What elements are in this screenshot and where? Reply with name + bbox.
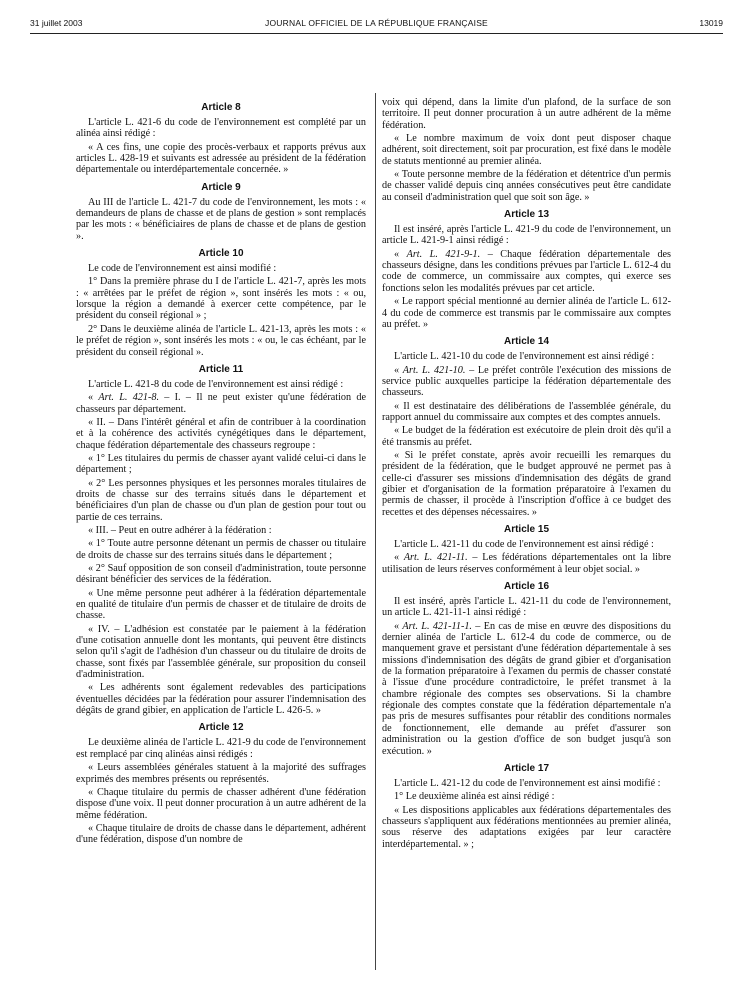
article-10-para-3: 2° Dans le deuxième alinéa de l'article L. 421-13, après les mots : « le préfet de région », sont insérés les mots : « ou, le cas échéant, par le président du conseil régional ». — [76, 323, 366, 358]
para-text: – Les fédérations départementales ont la libre utilisation de leurs réserves conformément à leur objet social. » — [382, 552, 671, 575]
article-12-para-5: « Le nombre maximum de voix dont peut disposer chaque adhérent, soit directement, soit par procuration, est fixé dans le modèle de statuts mentionné au premier alinéa. — [382, 133, 671, 167]
article-reference: Art. L. 421-8. — [98, 392, 160, 404]
quote-open: « — [394, 364, 403, 376]
article-15-para-2 — [382, 552, 671, 575]
article-11-para-2 — [76, 392, 366, 415]
quote-open: « — [394, 552, 404, 564]
article-14-para-3: « Il est destinataire des délibérations de l'assemblée générale, du rapport annuel du commissaire aux comptes et des comptes annuels. — [382, 400, 671, 423]
article-16-title: Article 16 — [503, 581, 550, 593]
article-13-para-2 — [382, 249, 671, 294]
header-rule — [30, 33, 723, 34]
para-text: – Le préfet contrôle l'exécution des missions de service public auxquelles participe la fédération départementale des chasseurs. — [382, 364, 672, 399]
article-10-para-2: 1° Dans la première phrase du I de l'article L. 421-7, après les mots : « arrêtées par le préfet de région », sont insérés les mots : « ou, lorsque la région a demandé à exercer cette compétence, par le président du conseil régional » ; — [76, 276, 366, 322]
article-11-para-4: « 1° Les titulaires du permis de chasser ayant validé celui-ci dans le département ; — [76, 452, 366, 476]
article-14-para-5: « Si le préfet constate, après avoir recueilli les remarques du président de la fédération, que le budget approuvé ne permet pas à celle-ci d'assurer ses missions d'indemnisation des dégâts de grand gibier et d'organisation de la formation préparatoire à l'examen du permis de chasser, il procède à l'inscription d'office à ce budget des recettes et des dépenses nécessaires. » — [382, 449, 671, 518]
journal-title: JOURNAL OFFICIEL DE LA RÉPUBLIQUE FRANÇAISE — [265, 18, 488, 28]
article-11-title: Article 11 — [198, 363, 244, 375]
article-8-title: Article 8 — [201, 102, 241, 113]
column-divider — [375, 93, 376, 970]
article-14-para-2 — [382, 365, 671, 399]
article-17-para-2: 1° Le deuxième alinéa est ainsi rédigé : — [394, 791, 555, 803]
article-17-para-1: L'article L. 421-12 du code de l'environnement est ainsi modifié : — [394, 777, 661, 789]
article-9-title: Article 9 — [201, 181, 241, 193]
publication-date: 31 juillet 2003 — [30, 18, 83, 28]
article-11-para-3: « II. – Dans l'intérêt général et afin de contribuer à la coordination et à la cohérence des activités cynégétiques dans le département, chaque fédération départementale des chasseurs regroupe : — [76, 416, 366, 451]
para-text: – En cas de mise en œuvre des dispositions du dernier alinéa de l'article L. 612-4 du code de commerce, ou de manquement grave et persistant d'une fédération départementale à ses missions d'indemnisation des dégâts de grand gibier et d'organisation de la formation préparatoire à l'examen du permis de chasser constaté à l'issue d'une procédure contradictoire, le préfet transmet à la chambre régionale des comptes ses observations. Si la chambre régionale des comptes constate que la fédération départementale n'a pas pris de mesures suffisantes pour rétablir des conditions normales de fonctionnement, elle demande au préfet d'assurer son administration ou la gestion d'office de son budget jusqu'à son exécution. » — [382, 620, 671, 757]
article-15-para-1: L'article L. 421-11 du code de l'environnement est ainsi rédigé : — [394, 539, 654, 550]
article-13-para-3: « Le rapport spécial mentionné au dernier alinéa de l'article L. 612-4 du code de commerce est transmis par le commissaire aux comptes au préfet. » — [382, 296, 671, 330]
right-column — [382, 97, 671, 852]
article-16-para-2 — [382, 621, 671, 757]
article-12-para-4: « Chaque titulaire de droits de chasse dans le département, adhérent d'une fédération, dispose d'un nombre de — [76, 822, 366, 846]
article-12-para-6: « Toute personne membre de la fédération et détentrice d'un permis de chasser validé depuis cinq années consécutives peut être candidate au conseil d'administration quel que soit son âge. » — [382, 169, 671, 203]
article-8-para-1: L'article L. 421-6 du code de l'environnement est complété par un alinéa ainsi rédigé : — [76, 117, 366, 140]
article-11-para-7: « 1° Toute autre personne détenant un permis de chasser ou titulaire de droits de chasse sur des terrains situés dans le département ; — [76, 538, 366, 561]
article-12-title: Article 12 — [198, 722, 244, 734]
article-8-para-2: « A ces fins, une copie des procès-verbaux et rapports prévus aux articles L. 428-19 et suivants est adressée au président de la fédération départementale ou interdépartementale concernée. » — [76, 141, 366, 176]
article-11-para-9: « Une même personne peut adhérer à la fédération départementale en qualité de titulaire d'un permis de chasser et de titulaire de droits de chasse. — [76, 587, 366, 622]
para-text: – I. – Il ne peut exister qu'une fédération de chasseurs par département. — [76, 392, 367, 415]
article-16-para-1: Il est inséré, après l'article L. 421-11 du code de l'environnement, un article L. 421-11-1 ainsi rédigé : — [382, 596, 671, 619]
article-14-title: Article 14 — [503, 336, 550, 348]
article-9-para-1: Au III de l'article L. 421-7 du code de l'environnement, les mots : « demandeurs de plans de chasse et de plans de gestion » sont remplacés par les mots : « bénéficiaires de plans de chasse et de plans de gestion ». — [76, 196, 366, 242]
article-12-para-4-continued: voix qui dépend, dans la limite d'un plafond, de la surface de son territoire. Il peut donner procuration à un autre adhérent de la même fédération. — [382, 97, 671, 131]
page-header — [30, 18, 723, 34]
article-reference: Art. L. 421-11. — [403, 552, 468, 564]
article-12-para-3: « Chaque titulaire du permis de chasser adhérent d'une fédération dispose d'une voix. Il peut donner procuration à un autre adhérent de la même fédération. — [76, 786, 366, 821]
article-10-para-1: Le code de l'environnement est ainsi modifié : — [88, 263, 277, 275]
article-17-title: Article 17 — [503, 762, 550, 774]
article-12-para-1: Le deuxième alinéa de l'article L. 421-9 du code de l'environnement est remplacé par cinq alinéas ainsi rédigés : — [76, 737, 366, 760]
article-11-para-6: « III. – Peut en outre adhérer à la fédération : — [88, 524, 272, 536]
quote-open: « — [394, 248, 407, 260]
left-column — [76, 96, 366, 848]
article-13-para-1: Il est inséré, après l'article L. 421-9 du code de l'environnement, un article L. 421-9-1 ainsi rédigé : — [382, 224, 671, 247]
page-number: 13019 — [699, 18, 723, 28]
article-11-para-11: « Les adhérents sont également redevables des participations éventuelles décidées par la fédération pour assurer l'indemnisation des dégâts de grand gibier, en application de l'article L. 426-5. » — [76, 682, 366, 717]
article-reference: Art. L. 421-10. — [402, 364, 466, 376]
article-reference: Art. L. 421-9-1. — [406, 248, 481, 260]
article-10-title: Article 10 — [198, 248, 244, 260]
article-14-para-4: « Le budget de la fédération est exécutoire de plein droit dès qu'il a été transmis au préfet. — [382, 425, 671, 448]
article-15-title: Article 15 — [503, 524, 550, 535]
article-17-para-3: « Les dispositions applicables aux fédérations départementales des chasseurs s'appliquent aux fédérations mentionnées au premier alinéa, sous réserve des adaptations exigées par leur caractère interdépartemental. » ; — [382, 804, 671, 850]
para-text: – Chaque fédération départementale des chasseurs désigne, dans les conditions prévues par l'article L. 612-4 du code de commerce, un commissaire aux comptes, qui exerce ses fonctions selon les modalités prévues par cet article. — [382, 248, 672, 294]
quote-open: « — [88, 392, 99, 404]
article-14-para-1: L'article L. 421-10 du code de l'environnement est ainsi rédigé : — [394, 351, 655, 363]
article-11-para-10: « IV. – L'adhésion est constatée par le paiement à la fédération d'une cotisation annuelle dont les montants, qui peuvent être distincts selon qu'il s'agit de l'adhésion d'un chasseur ou du titulaire de droits de chasse, sont fixés par l'assemblée générale, sur proposition du conseil d'administration. — [76, 623, 366, 681]
quote-open: « — [394, 620, 403, 632]
article-11-para-8: « 2° Sauf opposition de son conseil d'administration, toute personne désirant bénéficier des services de la fédération. — [76, 563, 366, 586]
article-11-para-1: L'article L. 421-8 du code de l'environnement est ainsi rédigé : — [88, 378, 344, 390]
article-11-para-5: « 2° Les personnes physiques et les personnes morales titulaires de droits de chasse sur des terrains situés dans le département et bénéficiaires d'un plan de chasse ou d'un plan de gestion pour tout ou partie de ces terrains. — [76, 477, 366, 523]
article-12-para-2: « Leurs assemblées générales statuent à la majorité des suffrages exprimés des membres présents ou représentés. — [76, 762, 366, 785]
article-reference: Art. L. 421-11-1. — [402, 620, 472, 632]
article-13-title: Article 13 — [503, 209, 550, 221]
